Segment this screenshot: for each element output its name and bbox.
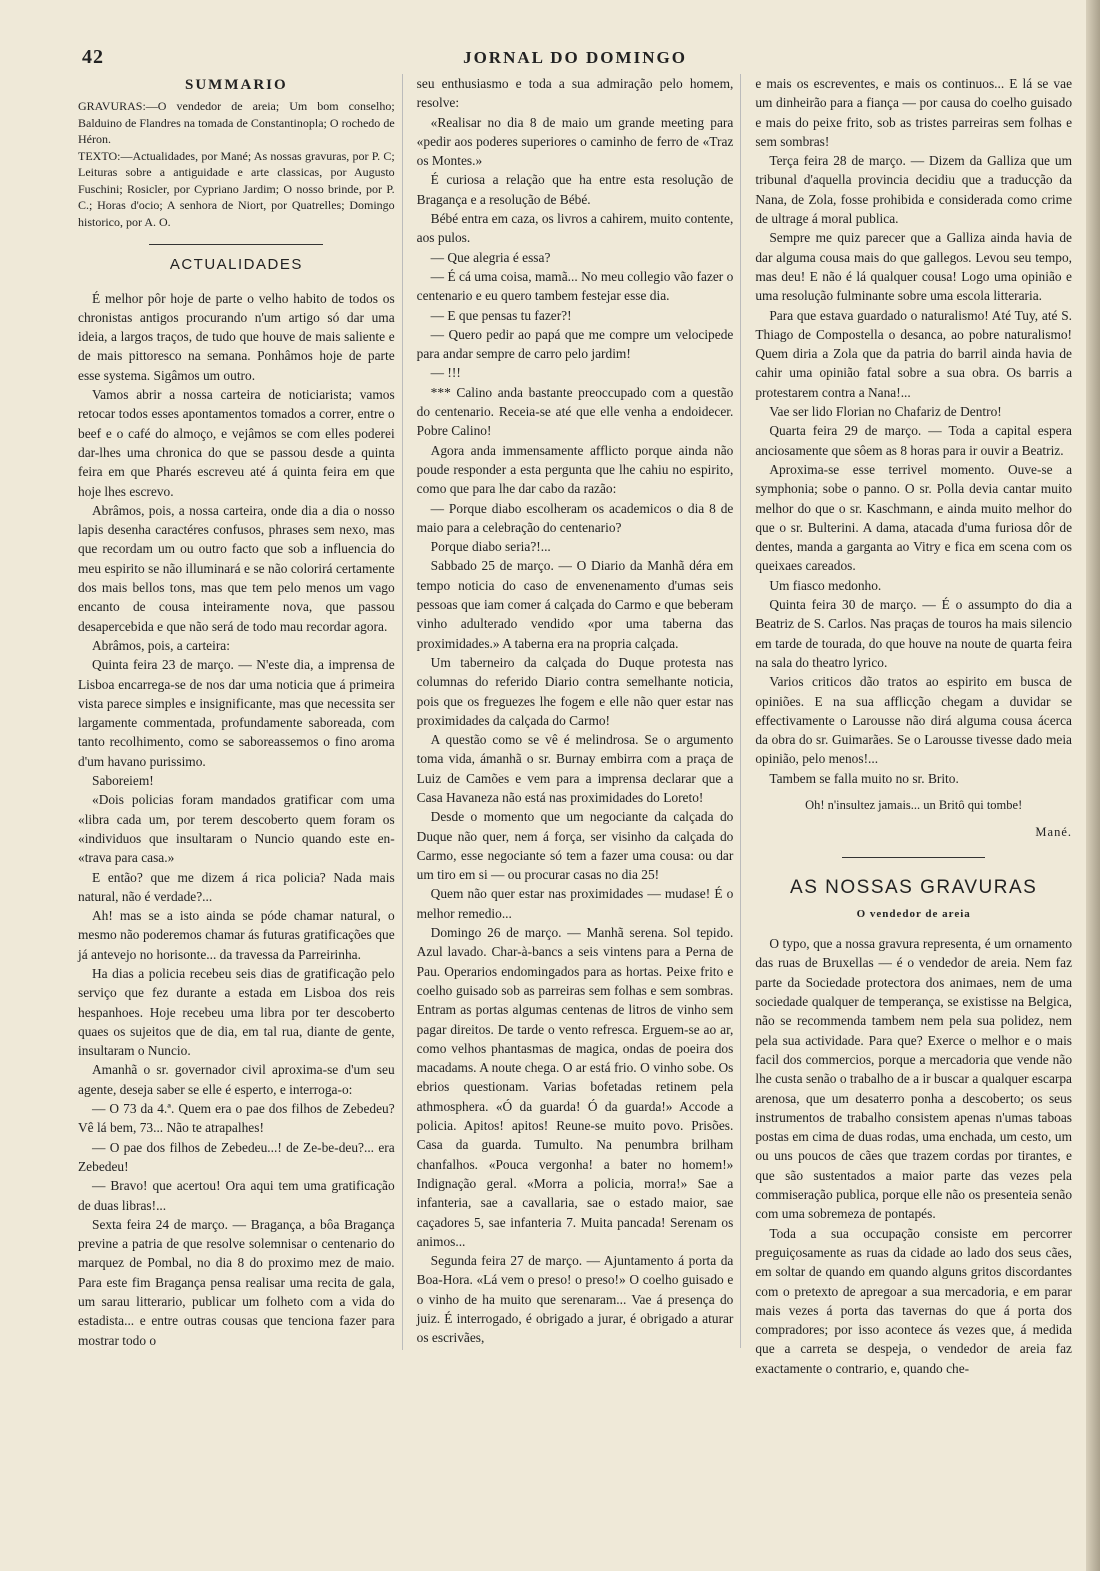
paragraph: Porque diabo seria?!... [430, 539, 551, 555]
paragraph: — É cá uma coisa, mamã... No meu collegio vão fazer o centenario e eu quero tambem festejar esse dia. [416, 268, 734, 304]
paragraph: Aproxima-se esse terrivel momento. Ouve-se a symphonia; sobe o panno. O sr. Polla devia cantar muito melhor do que o sr. Kaschmann, e ainda muito melhor do que o sr. Bulterini. A dama, atacada d'uma furiosa dôr de dentes, manda a garganta ao Vitry e fica em scena com os queixaes careados. [755, 461, 1073, 574]
summary [78, 98, 395, 230]
paragraph: «Realisar no dia 8 de maio um grande meeting para «pedir aos poderes superiores o caminho de ferro de «Traz os Montes.» [416, 114, 734, 169]
paragraph: — O pae dos filhos de Zebedeu...! de Ze-be-deu?... era Zebedeu! [78, 1139, 395, 1174]
summary-texto: TEXTO:—Actualidades, por Mané; As nossas gravuras, por P. C; Leituras sobre a antiguidade e arte classicas, por Augusto Fuschini; Rosicler, por Cypriano Jardim; O nosso brinde, por P. C.; Horas d'ocio; A senhora de Niort, por Quatrelles; Domingo historico, por A. O. [78, 148, 395, 229]
page-number: 42 [82, 46, 104, 68]
section-title-gravuras: AS NOSSAS GRAVURAS [790, 876, 1038, 898]
columns [78, 74, 1072, 1378]
author-signature: Mané. [1035, 825, 1073, 840]
paragraph: e mais os escreventes, e mais os continuos... E lá se vae um dinheirão para a fiança — por causa do coelho guisado e mais do peixe frito, sob as tristes parreiras sem folhas e sem sombras! [755, 76, 1073, 149]
paragraph: Um fiasco medonho. [769, 577, 882, 593]
paragraph: Segunda feira 27 de março. — Ajuntamento á porta da Boa-Hora. «Lá vem o preso! o preso!» O coelho guisado e o vinho de ha muito que serenaram... Vae á presença do juiz. É interrogado, é obrigado a jurar, é obrigado a aturar os escrivães, [416, 1253, 734, 1346]
journal-title: JORNAL DO DOMINGO [463, 48, 687, 67]
section-subtitle: O vendedor de areia [856, 907, 971, 920]
paragraph: Para que estava guardado o naturalismo! Até Tuy, até S. Thiago de Compostella o desanca, ao pobre naturalismo! Quem diria a Zola que da patria do barril ainda havia de cahir uma opinião fatal sobre a sua obra. Os barris a protestarem contra a Nana!... [755, 307, 1073, 400]
summary-title: SUMMARIO [185, 77, 288, 93]
divider [149, 244, 323, 245]
paragraph: — Que alegria é essa? [430, 249, 551, 265]
paragraph: Terça feira 28 de março. — Dizem da Galliza que um tribunal d'aquella provincia decidiu que a traducção da Nana, de Zola, fosse prohibida e considerada como crime de ultrage á moral publica. [755, 153, 1073, 227]
paragraph: Quinta feira 23 de março. — N'este dia, a imprensa de Lisboa encarrega-se de nos dar uma noticia que á primeira vista parece simples e insignificante, mas que necessita ser largamente commentada, profundamente saboreada, com tanto recolhimento, como se saboreassemos o fino aroma d'um havano purissimo. [78, 657, 395, 769]
paragraph: Ha dias a policia recebeu seis dias de gratificação pelo serviço que fez durante a estada em Lisboa dos reis hespanhoes. Hoje recebeu uma libra por ter descoberto quaes os sujeitos que de dia, em tal rua, diante de gente, insultaram o Nuncio. [78, 965, 395, 1059]
paragraph: Agora anda immensamente afflicto porque ainda não poude responder a esta pergunta que lhe cahiu no espirito, como que para lhe dar cabo da razão: [416, 442, 734, 497]
paragraph: E então? que me dizem á rica policia? Nada mais natural, não é verdade?... [78, 869, 395, 904]
paragraph: Sabbado 25 de março. — O Diario da Manhã déra em tempo noticia do caso de envenenamento d'umas seis pessoas que iam comer á calçada do Carmo e que beberam vinho adulterado vendido «por uma taberna das proximidades.» A taberna era na propria calçada. [416, 558, 734, 651]
page-header [78, 44, 1072, 74]
paragraph: Amanhã o sr. governador civil aproxima-se d'um seu agente, deseja saber se elle é esperto, e interroga-o: [78, 1062, 395, 1097]
divider [842, 857, 985, 858]
paragraph: Ah! mas se a isto ainda se póde chamar natural, o mesmo não poderemos chamar ás futuras gratificações que já antevejo no horisonte... da travessa da Parreirinha. [78, 908, 395, 962]
paragraph: Quem não quer estar nas proximidades — mudase! É o melhor remedio... [416, 886, 734, 921]
paragraph: O typo, que a nossa gravura representa, é um ornamento das ruas de Bruxellas — é o vendedor de areia. Nem faz parte da Sociedade protectora dos animaes, nem de uma sociedade qualquer de temperança, se existisse na Belgica, não se recommenda tambem nem pela sua polidez, nem pela sua actividade. Para que? Exerce o melhor e o mais facil dos commercios, porque a mercadoria que vende não lhe custa senão o trabalho de a ir buscar a qualquer escarpa arenosa, que um desaterro ponha a descoberto; os seus instrumentos de trabalho consistem apenas n'umas taboas postas em cima de duas rodas, uma enchada, um cesto, um ou uns poucos de cães que trazem cordas por tirantes, e que são sustentados a maior parte das vezes pela commiseração publica, porque elle não os presenteia senão com uma sobremeza de pontapés. [755, 936, 1073, 1222]
paragraph: Desde o momento que um negociante da calçada do Duque não quer, nem á força, ser visinho da calçada do Carmo, esse negociante só tem a fazer uma cousa: ou dar um tiro em si — ou procurar casas no dia 25! [416, 809, 734, 883]
paragraph: — O 73 da 4.ª. Quem era o pae dos filhos de Zebedeu? Vê lá bem, 73... Não te atrapalhes! [78, 1101, 395, 1136]
paragraph: É curiosa a relação que ha entre esta resolução de Bragança e a resolução de Bébé. [416, 172, 734, 207]
section-title-actualidades: ACTUALIDADES [169, 256, 303, 274]
paragraph: Sexta feira 24 de março. — Bragança, a bôa Bragança previne a patria de que resolve solemnisar o centenario do marquez de Pombal, no dia 8 do proximo mez de maio. Para este fim Bragança pensa realisar uma recita de gala, um sarau litterario, publicar um folheto com a vida do estadista... e entre outras cousas que tenciona fazer para mostrar todo o [78, 1216, 395, 1348]
paragraph: Toda a sua occupação consiste em percorrer preguiçosamente as ruas da cidade ao lado dos seus cães, em soltar de quando em quando alguns gritos discordantes com o pretexto de apregoar a sua mercadoria, e em parar mais vezes á porta das tavernas do que á porta dos compradores; por isso acontece ás vezes que, á medida que a carreta se despeja, o vendedor de areia faz exactamente o contrario, e, quando che- [755, 1225, 1073, 1376]
paragraph: — Quero pedir ao papá que me compre um velocipede para andar sempre de carro pelo jardim! [416, 326, 734, 362]
summary-gravuras: GRAVURAS:—O vendedor de areia; Um bom conselho; Balduino de Flandres na tomada de Constantinopla; O rochedo de Héron. [78, 99, 395, 147]
binding-edge [1086, 0, 1100, 1571]
paragraph: Quarta feira 29 de março. — Toda a capital espera anciosamente que sôem as 8 horas para ir ouvir a Beatriz. [755, 423, 1073, 458]
paragraph: Domingo 26 de março. — Manhã serena. Sol tepido. Azul lavado. Char-à-bancs a seis vintens para a Perna de Pau. Operarios endomingados para as hortas. Peixe frito e coelho guisado sob as parreiras sem folhas e sem sombras. Entram as portas algumas centenas de litros de vinho sem pagar direitos. De tarde o vento refresca. Erguem-se ao ar, como velhos phantasmas de magica, ondas de poeira dos macadams. A noute chega. O ar está frio. O vinho sobe. Os ebrios questionam. Varias bofetadas retinem pela athmosphera. «Ó da guarda! Ó da guarda!» Accode a policia. Apitos! apitos! Reune-se muito povo. Prisões. Casa da guarda. Tumulto. Na penumbra brilham chanfalhos. «Pouca vergonha! a bater no homem!» Indignação geral. «Morra a policia, morra!» Sae a infanteria, sae a cavallaria, sae o estado maior, sae caçadores 5, sae infanteria 7. Muita pancada! Serenam os animos... [416, 925, 734, 1249]
article-body [78, 289, 395, 1350]
paragraph: A questão como se vê é melindrosa. Se o argumento toma vida, ámanhã o sr. Burnay embirra com a praça de Luiz de Camões e vem para a imprensa declarar que a Casa Havaneza não está nas proximidades do Loreto! [416, 732, 734, 805]
paragraph: Bébé entra em caza, os livros a cahirem, muito contente, aos pulos. [416, 211, 734, 246]
paragraph: Varios criticos dão tratos ao espirito em busca de opiniões. E na sua afflicção chegam a duvidar se effectivamente o Larousse não dirá alguma cousa ácerca da obra do sr. Guimarães. Se o Larousse tivesse dado meia opinião, pelo menos!... [755, 674, 1073, 767]
paragraph: Abrâmos, pois, a nossa carteira, onde dia a dia o nosso lapis desenha caractéres confusos, phrases sem nexo, mas que recordam um ou outro facto que sob a influencia do meu espirito se não illuminará e se não colorirá certamente dos mais bellos tons, mas que tem pelo menos um vago encanto de cousa inteiramente nova, que passou desapercebida e que não será de todo mau recordar agora. [78, 502, 395, 634]
column-1 [78, 74, 403, 1350]
paragraph: É melhor pôr hoje de parte o velho habito de todos os chronistas antigos procurando n'um artigo só dar uma ideia, a largos traços, de tudo que houve de mais saliente e de mais pittoresco na semana. Ponhâmos hoje de parte esse systema. Sigâmos um outro. [78, 290, 395, 383]
paragraph: seu enthusiasmo e toda a sua admiração pelo homem, resolve: [416, 76, 734, 111]
paragraph: Saboreiem! [92, 773, 154, 789]
paragraph: Quinta feira 30 de março. — É o assumpto do dia a Beatriz de S. Carlos. Nas praças de touros ha mais silencio em tarde de tourada, do que houve na noute de quarta feira na sala do theatro lyrico. [755, 597, 1073, 670]
paragraph: Vae ser lido Florian no Chafariz de Dentro! [769, 404, 1002, 420]
paragraph: — Bravo! que acertou! Ora aqui tem uma gratificação de duas libras!... [78, 1178, 395, 1213]
paragraph: Abrâmos, pois, a carteira: [92, 637, 230, 653]
paragraph: «Dois policias foram mandados gratificar com uma «libra cada um, por terem descoberto quem foram os «individuos que insultaram o Nuncio quando este en- «trava para casa.» [78, 792, 395, 866]
paragraph: — E que pensas tu fazer?! [430, 307, 572, 323]
paragraph: *** Calino anda bastante preoccupado com a questão do centenario. Receia-se até que elle venha a endoidecer. Pobre Calino! [416, 384, 734, 439]
paragraph: Um taberneiro da calçada do Duque protesta nas columnas do referido Diario contra semelhante noticia, pois que os freguezes lhe fogem e elle não quer estar nas proximidades da calçada do Carmo! [416, 654, 734, 728]
paragraph: Sempre me quiz parecer que a Galliza ainda havia de dar alguma cousa mais do que gallegos. Levou seu tempo, mas deu! E não é lá qualquer cousa! Logo uma opinião e uma resolução fulminante sobre uma escola litteraria. [755, 230, 1073, 304]
paragraph: Vamos abrir a nossa carteira de noticiarista; vamos retocar todos esses apontamentos tomados a correr, entre o beef e o café do almoço, e vejâmos se com elles poderei dar-lhes uma chronica do que se passou desde a quinta feira em que Pharés escreveu até á quinta feira em que hoje lhes escrevo. [78, 387, 395, 499]
paragraph: — !!! [430, 365, 461, 381]
closing-quote: Oh! n'insultez jamais... un Britô qui tombe! [805, 797, 1023, 812]
column-2 [417, 74, 742, 1348]
column-3 [755, 74, 1072, 1378]
paragraph: — Porque diabo escolheram os academicos o dia 8 de maio para a celebração do centenario? [416, 500, 734, 535]
paragraph: Tambem se falla muito no sr. Brito. [769, 770, 959, 786]
